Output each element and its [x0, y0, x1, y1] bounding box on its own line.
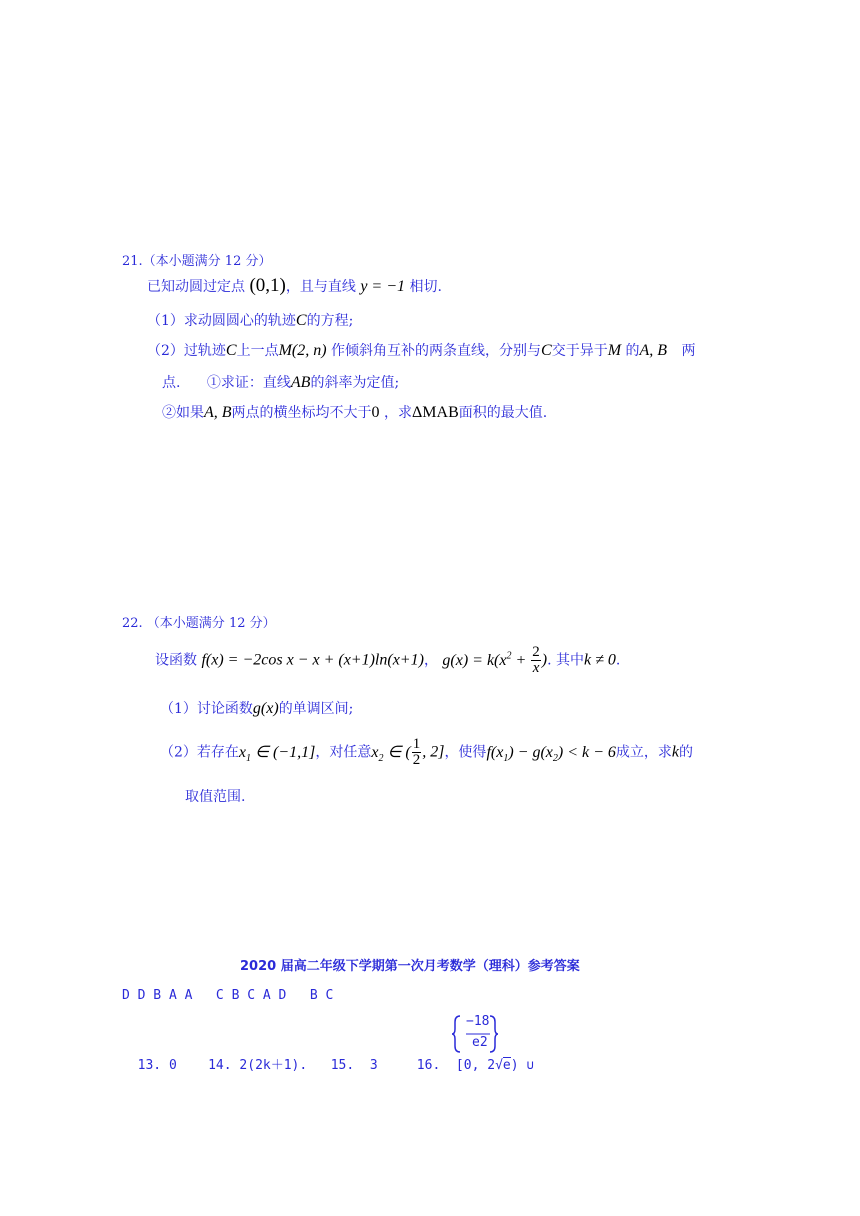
q22-g-def: $g(x) = k(x^2$ + [442, 650, 531, 669]
q22-stem: 设函数 f(x) = −2cos x − x + (x+1)ln(x+1)， $g(x) = k(x^2$ + $\frac{2}{x}$ ). 其中k ≠ 0. [155, 644, 621, 676]
q21-part1: （1）求动圆圆心的轨迹C的方程; [147, 312, 354, 329]
q21-point: (0,1) [249, 275, 286, 296]
sqrt-icon: √ [495, 1058, 503, 1073]
q22-part1: （1）讨论函数g(x)的单调区间; [160, 700, 354, 717]
q21-line: y = −1 [360, 278, 406, 295]
q21-part2-sub2: ②如果A, B两点的横坐标均不大于0 ，求ΔMAB面积的最大值. [162, 404, 548, 421]
q21-part2-sub1: 点. ①求证：直线AB的斜率为定值; [162, 374, 400, 391]
q22-g-frac: $\frac{2}{x}$ [532, 644, 540, 676]
q22-x2-frac: $\frac{1}{2}$ [412, 736, 421, 768]
answers-fill: 13. 0 14. 2(2k＋1). 15. 3 16. [0, 2√e) ∪ [137, 1058, 535, 1073]
q22-f-def: f(x) = −2cos x − x + (x+1)ln(x+1) [201, 651, 424, 669]
q21-part2: （2）过轨迹C上一点M(2, n) 作倾斜角互补的两条直线，分别与C交于异于M 的A, B 两 [147, 342, 696, 359]
q22-header: 22. （本小题满分 12 分） [122, 616, 276, 631]
q21-stem: 已知动圆过定点 (0,1)，且与直线 y = −1 相切. [147, 275, 442, 296]
answers-title: 2020 届高二年级下学期第一次月考数学（理科）参考答案 [240, 959, 580, 974]
q22-part2: （2）若存在$x_1$ ∈ (−1,1]，对任意$x_2$ ∈ ( $\frac{1}{2}$ , 2]，使得$f(x_1) - g(x_2) < k - 6$成立，求k的 [160, 736, 694, 768]
q22-part2-cont: 取值范围. [185, 789, 246, 805]
answers-choices: D D B A A C B C A D B C [122, 988, 334, 1003]
q21-header: 21.（本小题满分 12 分） [122, 254, 272, 269]
